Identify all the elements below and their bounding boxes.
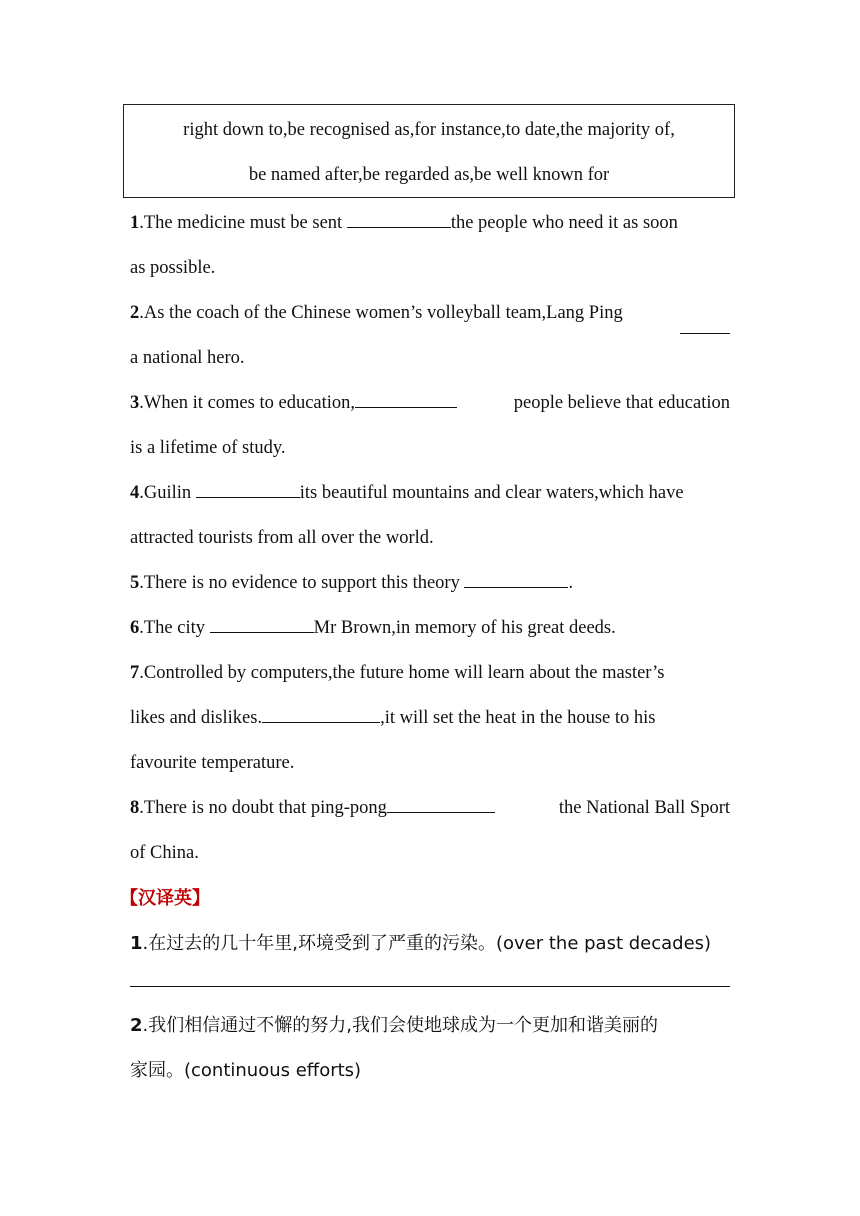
item-number: 2: [130, 1015, 143, 1036]
answer-blank[interactable]: [680, 315, 730, 334]
question-4: [130, 471, 730, 561]
question-text: likes and dislikes.: [130, 708, 263, 728]
question-text: .When it comes to education,: [139, 393, 356, 413]
question-text: .The medicine must be sent: [139, 213, 347, 233]
answer-blank[interactable]: [355, 389, 457, 408]
question-3: [130, 381, 730, 471]
question-number: 7: [130, 663, 140, 683]
question-number: 3: [130, 393, 140, 413]
phrase-line-2: be named after,be regarded as,be well known for: [248, 165, 610, 185]
question-number: 6: [130, 618, 140, 638]
answer-blank[interactable]: [196, 479, 300, 498]
question-text: people believe that education: [513, 393, 730, 413]
question-text: .: [568, 573, 574, 593]
item-text: 家园。(continuous efforts): [130, 1060, 362, 1081]
question-text: .Controlled by computers,the future home will learn about the master’s: [139, 663, 665, 683]
answer-blank[interactable]: [464, 569, 568, 588]
question-text: attracted tourists from all over the world.: [130, 528, 434, 548]
section-title: 【汉译英】: [120, 888, 210, 909]
question-number: 2: [130, 303, 140, 323]
question-text: favourite temperature.: [130, 753, 295, 773]
question-text: its beautiful mountains and clear waters,which have: [299, 483, 684, 503]
answer-blank[interactable]: [347, 209, 451, 228]
question-8: [130, 786, 730, 876]
item-number: 1: [130, 933, 143, 954]
answer-blank[interactable]: [210, 614, 314, 633]
question-1: [130, 201, 730, 291]
question-text: Mr Brown,in memory of his great deeds.: [313, 618, 616, 638]
translation-item-2: [130, 1003, 730, 1093]
question-text: .Guilin: [139, 483, 196, 503]
question-text: .As the coach of the Chinese women’s volleyball team,Lang Ping: [139, 303, 623, 323]
question-6: [130, 606, 730, 651]
question-2: [130, 291, 730, 381]
question-text: ,it will set the heat in the house to his: [380, 708, 656, 728]
question-text: .There is no evidence to support this theory: [139, 573, 465, 593]
question-text: .There is no doubt that ping-pong: [139, 798, 387, 818]
question-5: [130, 561, 730, 606]
question-text: the people who need it as soon: [450, 213, 678, 233]
question-text: .The city: [139, 618, 210, 638]
question-number: 5: [130, 573, 140, 593]
question-text: a national hero.: [130, 348, 245, 368]
question-7: [130, 651, 730, 786]
phrase-box: [123, 104, 735, 198]
phrase-line-1: right down to,be recognised as,for instance,to date,the majority of,: [183, 120, 675, 140]
question-text: as possible.: [130, 258, 216, 278]
answer-blank[interactable]: [262, 704, 380, 723]
question-number: 8: [130, 798, 140, 818]
answer-line[interactable]: [130, 986, 730, 987]
question-text: of China.: [130, 843, 199, 863]
question-text: the National Ball Sport: [558, 798, 730, 818]
answer-blank[interactable]: [387, 794, 495, 813]
item-text: .我们相信通过不懈的努力,我们会使地球成为一个更加和谐美丽的: [142, 1015, 658, 1036]
exercise-content: [120, 201, 730, 1093]
question-text: is a lifetime of study.: [130, 438, 286, 458]
translation-item-1: [130, 921, 730, 966]
question-number: 1: [130, 213, 140, 233]
item-text: .在过去的几十年里,环境受到了严重的污染。(over the past decades): [142, 933, 712, 954]
question-number: 4: [130, 483, 140, 503]
